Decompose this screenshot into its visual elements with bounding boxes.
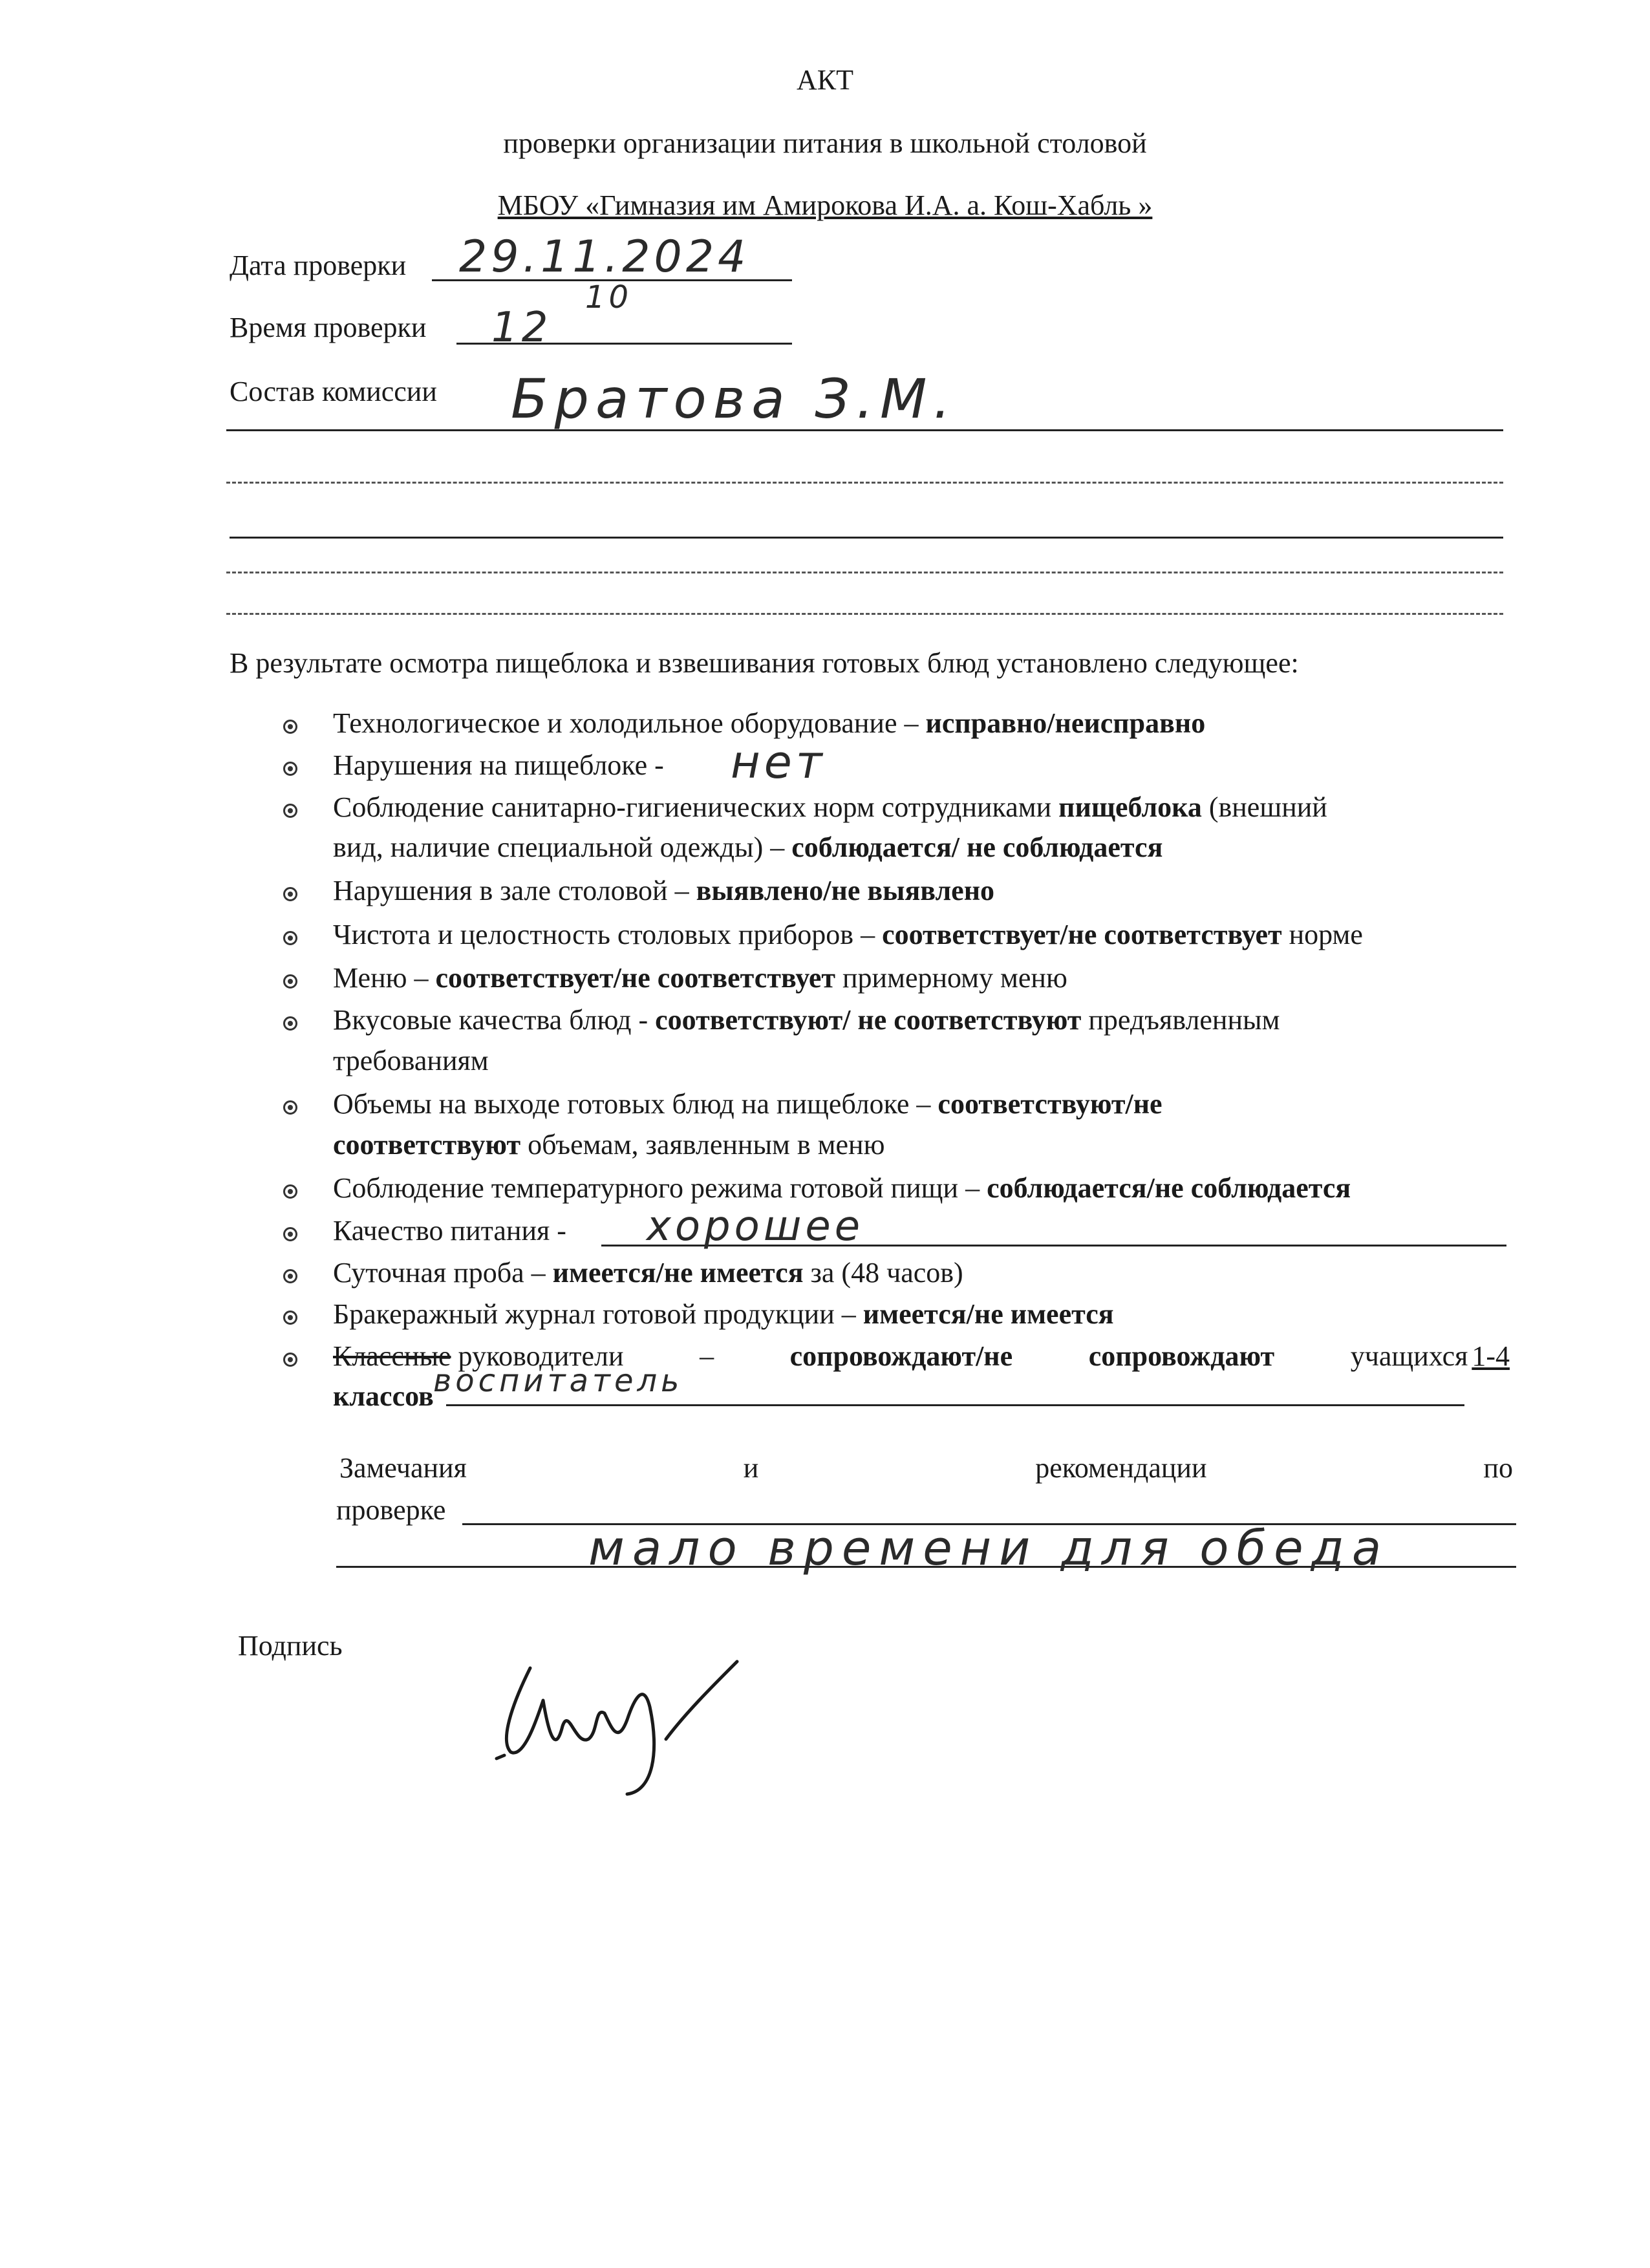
signature-drawing bbox=[491, 1642, 802, 1797]
escort-underline bbox=[446, 1404, 1464, 1406]
item-taste-line2: требованиям bbox=[333, 1045, 489, 1076]
time-hours-handwritten: 12 bbox=[491, 304, 552, 352]
bullet-icon bbox=[283, 931, 297, 945]
item-cutlery-text: Чистота и целостность столовых приборов – bbox=[333, 919, 883, 950]
bullet-icon bbox=[283, 1100, 297, 1115]
signature-mark bbox=[491, 1642, 802, 1804]
item-portions-line2-text: объемам, заявленным в меню bbox=[520, 1129, 885, 1161]
commission-line-3 bbox=[230, 537, 1503, 539]
school-name-text: МБОУ «Гимназия им Амирокова И.А. а. Кош-Хабль » bbox=[497, 189, 1153, 221]
item-sanitary-norms bbox=[333, 791, 1497, 824]
item-taste-options: соответствуют/ не соответствуют bbox=[655, 1004, 1082, 1036]
bullet-icon bbox=[283, 974, 297, 989]
item-taste-tail: предъявленным bbox=[1081, 1004, 1280, 1036]
item-violations-kitchen-text: Нарушения на пищеблоке - bbox=[333, 749, 664, 781]
signature-label: Подпись bbox=[238, 1630, 343, 1662]
item-equipment-text: Технологическое и холодильное оборудование – bbox=[333, 707, 926, 739]
item-sanitary-options: соблюдается/ не соблюдается bbox=[791, 831, 1163, 863]
remarks-word-1: Замечания bbox=[339, 1452, 467, 1484]
item-temperature bbox=[333, 1171, 1351, 1204]
item-escort-line2-bold: классов bbox=[333, 1380, 434, 1412]
item-temperature-options: соблюдается/не соблюдается bbox=[987, 1172, 1351, 1204]
item-escort-text: руководители bbox=[451, 1340, 624, 1372]
item-escort-options-1: сопровождают/не bbox=[789, 1340, 1013, 1372]
item-food-quality bbox=[333, 1214, 566, 1247]
bullet-icon bbox=[283, 762, 297, 776]
school-name bbox=[0, 189, 1650, 222]
bullet-icon bbox=[283, 887, 297, 901]
time-label: Время проверки bbox=[230, 312, 427, 343]
item-equipment bbox=[333, 707, 1205, 740]
item-daily-sample-text: Суточная проба – bbox=[333, 1257, 553, 1289]
item-temperature-text: Соблюдение температурного режима готовой пищи – bbox=[333, 1172, 987, 1204]
violations-kitchen-handwritten: нет bbox=[731, 736, 826, 789]
commission-line-4 bbox=[226, 572, 1503, 573]
bullet-icon bbox=[283, 1227, 297, 1241]
escort-handwritten: воспитатель bbox=[433, 1363, 683, 1399]
commission-handwritten: Братова З.М. bbox=[511, 367, 958, 431]
date-handwritten: 29.11.2024 bbox=[459, 231, 750, 283]
document-title: АКТ bbox=[797, 64, 853, 96]
bullet-icon bbox=[283, 1269, 297, 1283]
food-quality-handwritten: хорошее bbox=[647, 1203, 864, 1250]
bullet-icon bbox=[283, 804, 297, 818]
item-escort-line2 bbox=[333, 1380, 434, 1413]
document-subtitle: проверки организации питания в школьной столовой bbox=[503, 127, 1147, 159]
item-menu bbox=[333, 961, 1067, 994]
item-violations-hall-text: Нарушения в зале столовой – bbox=[333, 875, 696, 906]
item-escort-grades: 1-4 bbox=[1472, 1340, 1510, 1372]
remarks-word-3: рекомендации bbox=[1035, 1452, 1207, 1484]
item-taste-text: Вкусовые качества блюд - bbox=[333, 1004, 656, 1036]
remarks-handwritten: мало времени для обеда bbox=[588, 1521, 1389, 1576]
item-portions-text: Объемы на выходе готовых блюд на пищеблоке – bbox=[333, 1088, 938, 1120]
item-menu-tail: примерному меню bbox=[835, 962, 1067, 994]
item-menu-text: Меню – bbox=[333, 962, 436, 994]
item-escort-students bbox=[1351, 1340, 1510, 1373]
item-rejection-log-text: Бракеражный журнал готовой продукции – bbox=[333, 1298, 863, 1330]
item-daily-sample-options: имеется/не имеется bbox=[552, 1257, 804, 1289]
commission-line-5 bbox=[226, 613, 1503, 615]
commission-line-1 bbox=[226, 429, 1503, 431]
item-daily-sample-tail: за (48 часов) bbox=[803, 1257, 963, 1289]
item-portions-line2-bold: соответствуют bbox=[333, 1129, 521, 1161]
date-label: Дата проверки bbox=[230, 250, 407, 281]
remarks-line2-label: проверке bbox=[336, 1494, 446, 1526]
item-menu-options: соответствует/не соответствует bbox=[435, 962, 835, 994]
item-escort-strike: Классные bbox=[333, 1340, 451, 1372]
item-portions-line2 bbox=[333, 1128, 884, 1161]
item-sanitary-line2 bbox=[333, 831, 1162, 864]
item-portions bbox=[333, 1087, 1162, 1120]
item-violations-hall-options: выявлено/не выявлено bbox=[696, 875, 995, 906]
item-sanitary-text: Соблюдение санитарно-гигиенических норм сотрудниками bbox=[333, 791, 1059, 823]
bullet-icon bbox=[283, 1184, 297, 1199]
item-escort-dash: – bbox=[700, 1340, 714, 1372]
item-violations-hall bbox=[333, 874, 994, 907]
item-daily-sample bbox=[333, 1256, 963, 1289]
bullet-icon bbox=[283, 1353, 297, 1367]
item-cutlery-tail: норме bbox=[1281, 919, 1363, 950]
item-cutlery-options: соответствует/не соответствует bbox=[882, 919, 1282, 950]
remarks-word-2: и bbox=[743, 1452, 759, 1484]
item-escort-tail: учащихся bbox=[1350, 1340, 1468, 1372]
item-escort-options-2: сопровождают bbox=[1088, 1340, 1275, 1372]
item-rejection-log bbox=[333, 1298, 1114, 1331]
item-cutlery bbox=[333, 918, 1363, 951]
item-portions-options: соответствуют/не bbox=[938, 1088, 1162, 1120]
item-food-quality-text: Качество питания - bbox=[333, 1215, 566, 1246]
item-sanitary-bold: пищеблока bbox=[1058, 791, 1202, 823]
item-equipment-options: исправно/неисправно bbox=[925, 707, 1206, 739]
item-taste bbox=[333, 1003, 1280, 1036]
bullet-icon bbox=[283, 1311, 297, 1325]
bullet-icon bbox=[283, 720, 297, 734]
time-minutes-handwritten: 10 bbox=[585, 279, 633, 316]
remarks-word-4: по bbox=[1483, 1452, 1513, 1484]
item-violations-kitchen bbox=[333, 749, 664, 782]
intro-text: В результате осмотра пищеблока и взвешивания готовых блюд установлено следующее: bbox=[230, 647, 1299, 679]
item-sanitary-line2-text: вид, наличие специальной одежды) – bbox=[333, 831, 792, 863]
commission-label: Состав комиссии bbox=[230, 376, 437, 407]
item-sanitary-text2: (внешний bbox=[1201, 791, 1327, 823]
bullet-icon bbox=[283, 1016, 297, 1031]
commission-line-2 bbox=[226, 482, 1503, 484]
item-rejection-log-options: имеется/не имеется bbox=[862, 1298, 1114, 1330]
remarks-heading bbox=[339, 1451, 1513, 1484]
